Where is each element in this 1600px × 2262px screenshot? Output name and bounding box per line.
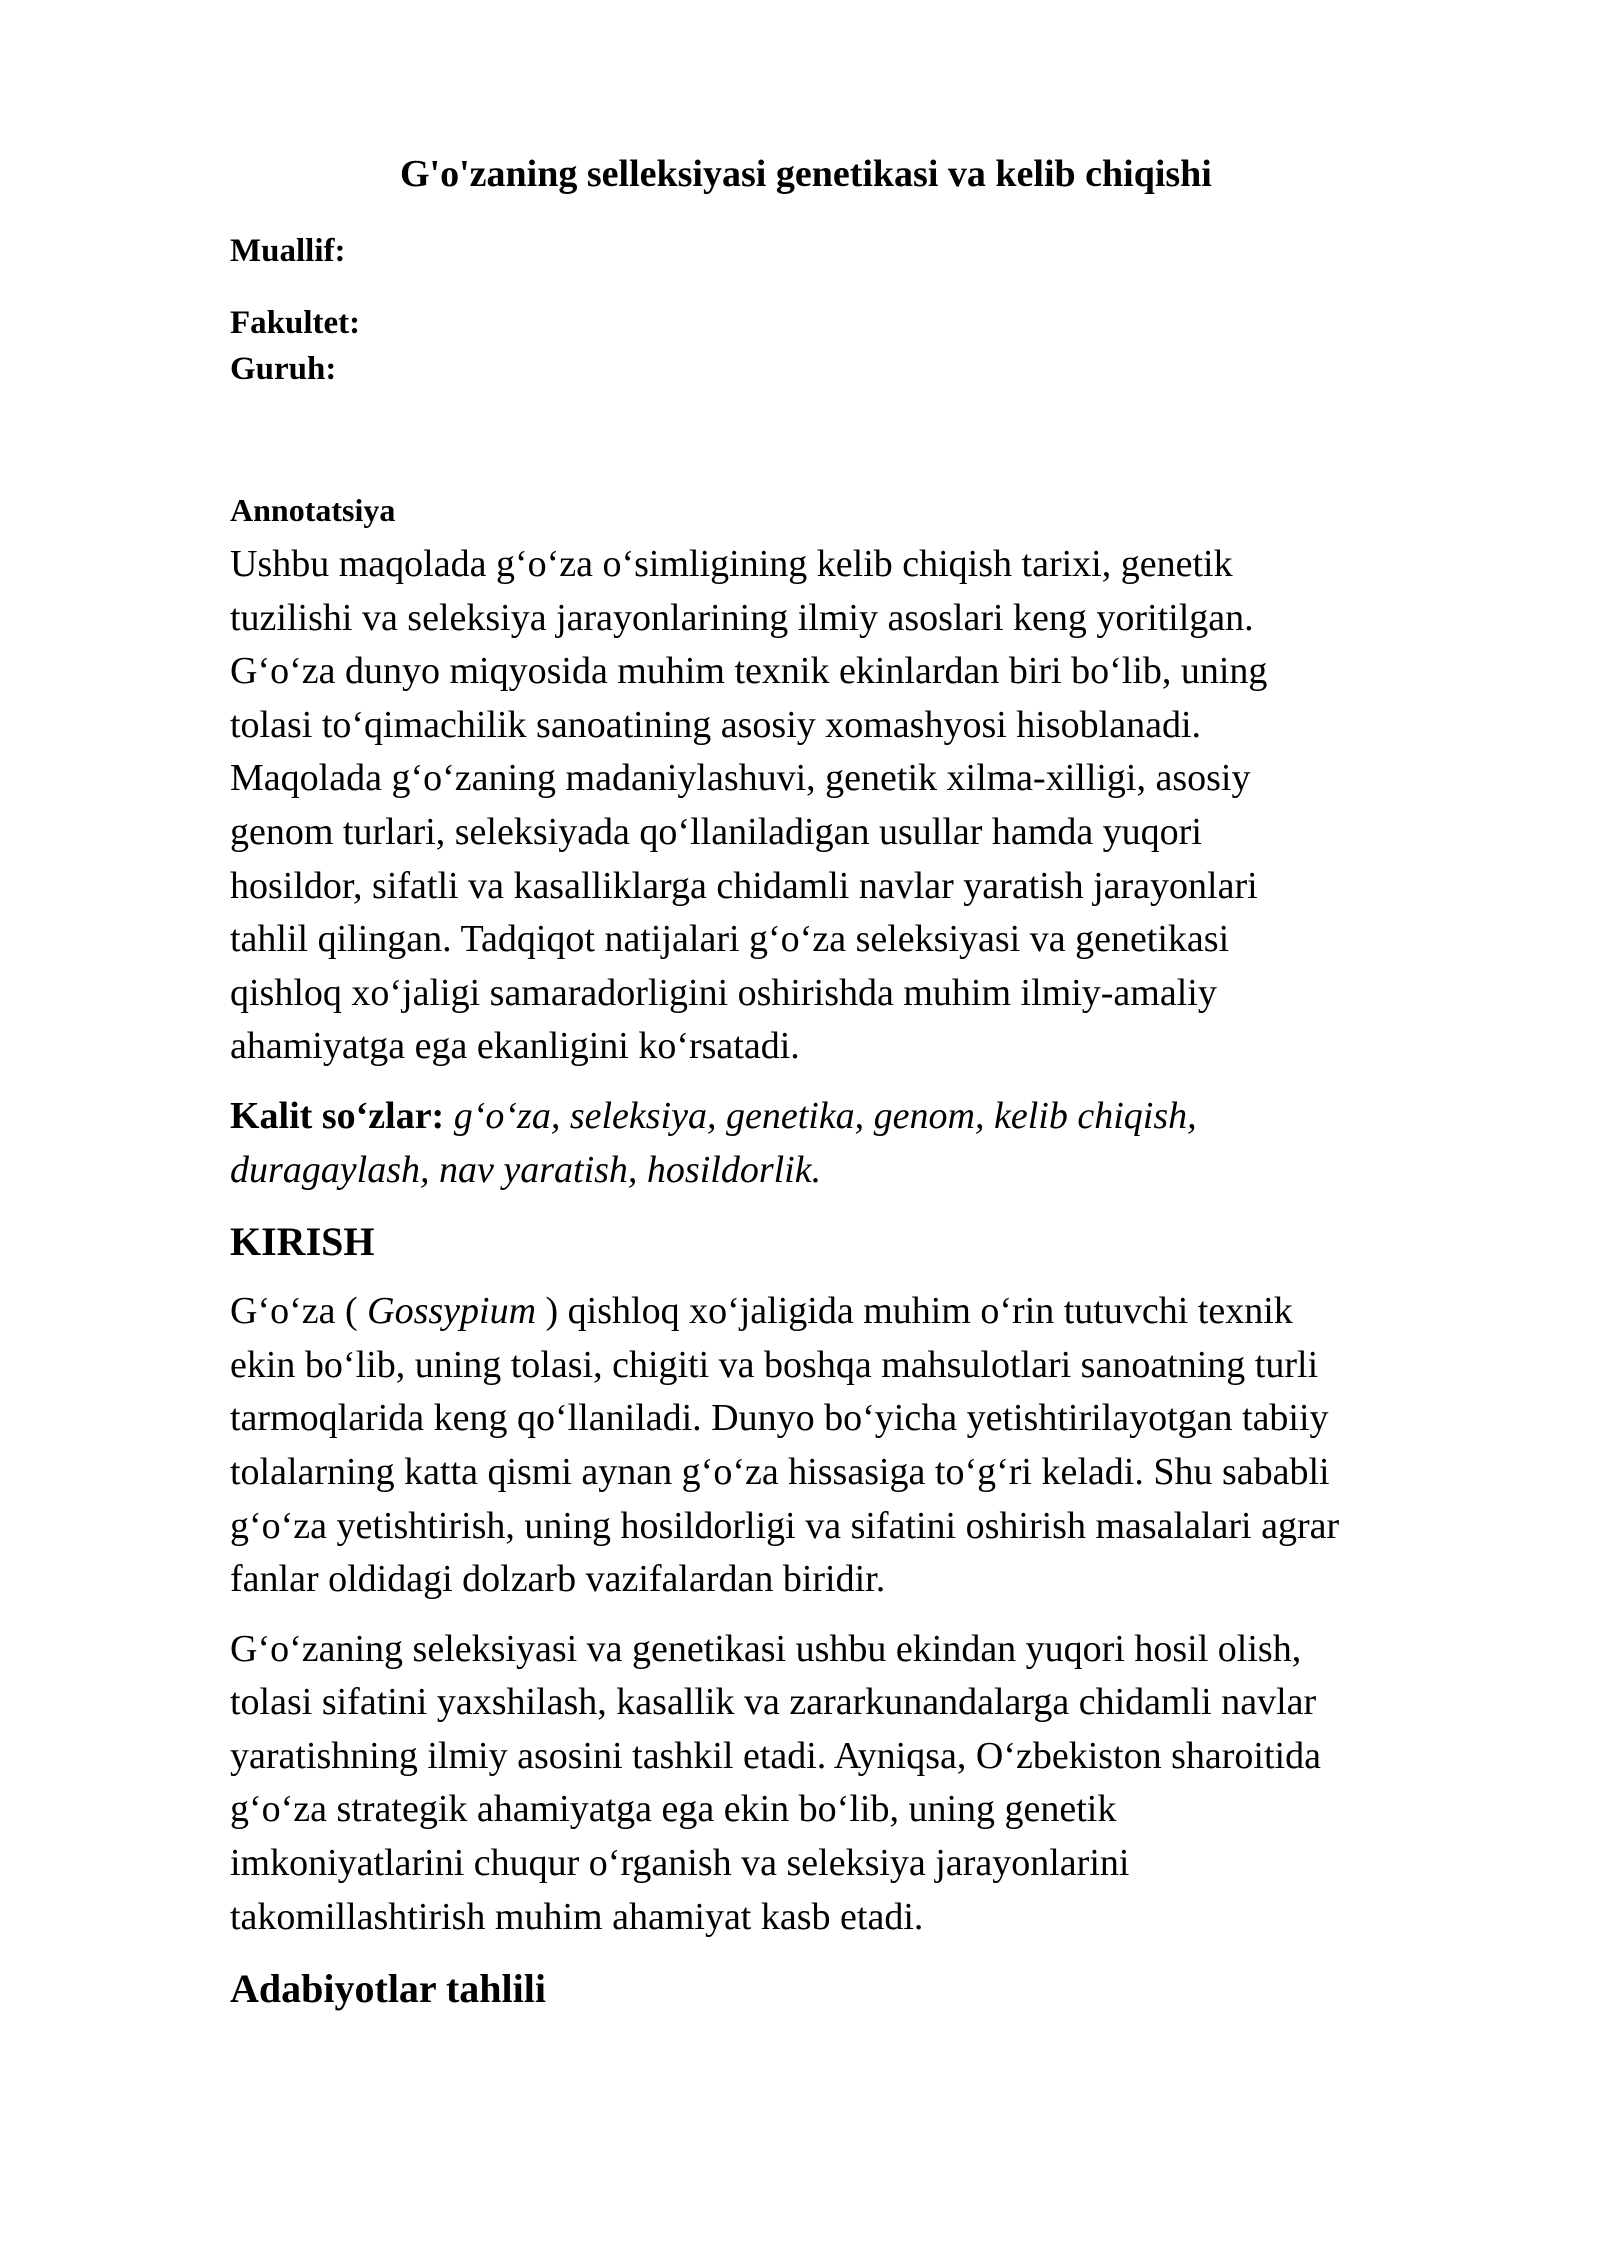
annotation-line: hosildor, sifatli va kasalliklarga chidamli navlar yaratish jarayonlari <box>230 864 1258 907</box>
intro-line <box>230 1285 1530 1339</box>
intro-line: tolalarning katta qismi aynan g‘o‘za hissasiga to‘g‘ri keladi. Shu sababli <box>230 1450 1330 1493</box>
keywords-line <box>230 1090 1530 1144</box>
document-title: G'o'zaning selleksiyasi genetikasi va kelib chiqishi <box>400 153 1212 195</box>
intro-line: tolasi sifatini yaxshilash, kasallik va zararkunandalarga chidamli navlar <box>230 1681 1317 1724</box>
intro-line: g‘o‘za yetishtirish, uning hosildorligi va sifatini oshirish masalalari agrar <box>230 1504 1340 1547</box>
annotation-line: tuzilishi va seleksiya jarayonlarining ilmiy asoslari keng yoritilgan. <box>230 596 1254 639</box>
intro-heading: KIRISH <box>230 1219 375 1265</box>
intro-line: fanlar oldidagi dolzarb vazifalardan biridir. <box>230 1558 886 1601</box>
keywords-paragraph <box>230 1090 1530 1197</box>
latin-name: Gossypium <box>367 1290 537 1333</box>
intro-line: G‘o‘zaning seleksiyasi va genetikasi ushbu ekindan yuqori hosil olish, <box>230 1627 1302 1670</box>
intro-line: imkoniyatlarini chuqur o‘rganish va seleksiya jarayonlarini <box>230 1842 1130 1885</box>
intro-line: yaratishning ilmiy asosini tashkil etadi. Ayniqsa, O‘zbekiston sharoitida <box>230 1734 1321 1777</box>
intro-paragraph-1 <box>230 1285 1530 1607</box>
document-page <box>230 150 1530 2016</box>
annotation-line: qishloq xo‘jaligi samaradorligini oshirishda muhim ilmiy-amaliy <box>230 971 1217 1014</box>
author-label: Muallif: <box>230 233 346 269</box>
annotation-line: tahlil qilingan. Tadqiqot natijalari g‘o‘za seleksiyasi va genetikasi <box>230 918 1230 961</box>
annotation-line: Ushbu maqolada g‘o‘za o‘simligining kelib chiqish tarixi, genetik <box>230 543 1233 585</box>
keywords-line <box>230 1144 1530 1198</box>
annotation-line: Maqolada g‘o‘zaning madaniylashuvi, genetik xilma-xilligi, asosiy <box>230 757 1251 800</box>
group-label: Guruh: <box>230 351 337 387</box>
annotation-line: tolasi to‘qimachilik sanoatining asosiy xomashyosi hisoblanadi. <box>230 703 1202 746</box>
faculty-label: Fakultet: <box>230 305 361 341</box>
intro-paragraph-2 <box>230 1623 1530 1945</box>
annotation-line: ahamiyatga ega ekanligini ko‘rsatadi. <box>230 1025 800 1068</box>
annotation-line: G‘o‘za dunyo miqyosida muhim texnik ekinlardan biri bo‘lib, uning <box>230 650 1268 693</box>
annotation-paragraph <box>230 538 1430 1074</box>
intro-text: G‘o‘za ( <box>230 1290 368 1333</box>
keywords-list: g‘o‘za, seleksiya, genetika, genom, kelib chiqish, <box>444 1094 1197 1137</box>
intro-line: tarmoqlarida keng qo‘llaniladi. Dunyo bo‘yicha yetishtirilayotgan tabiiy <box>230 1397 1329 1440</box>
literature-heading: Adabiyotlar tahlili <box>230 1966 546 2012</box>
intro-line: ekin bo‘lib, uning tolasi, chigiti va boshqa mahsulotlari sanoatning turli <box>230 1343 1319 1386</box>
annotation-line: genom turlari, seleksiyada qo‘llaniladigan usullar hamda yuqori <box>230 810 1202 853</box>
intro-line: takomillashtirish muhim ahamiyat kasb etadi. <box>230 1895 924 1938</box>
intro-text: ) qishloq xo‘jaligida muhim o‘rin tutuvchi texnik <box>536 1290 1293 1333</box>
keywords-list: duragaylash, nav yaratish, hosildorlik. <box>230 1148 822 1191</box>
intro-line: g‘o‘za strategik ahamiyatga ega ekin bo‘lib, uning genetik <box>230 1788 1117 1831</box>
annotation-heading: Annotatsiya <box>230 492 396 528</box>
keywords-label: Kalit so‘zlar: <box>230 1094 445 1137</box>
